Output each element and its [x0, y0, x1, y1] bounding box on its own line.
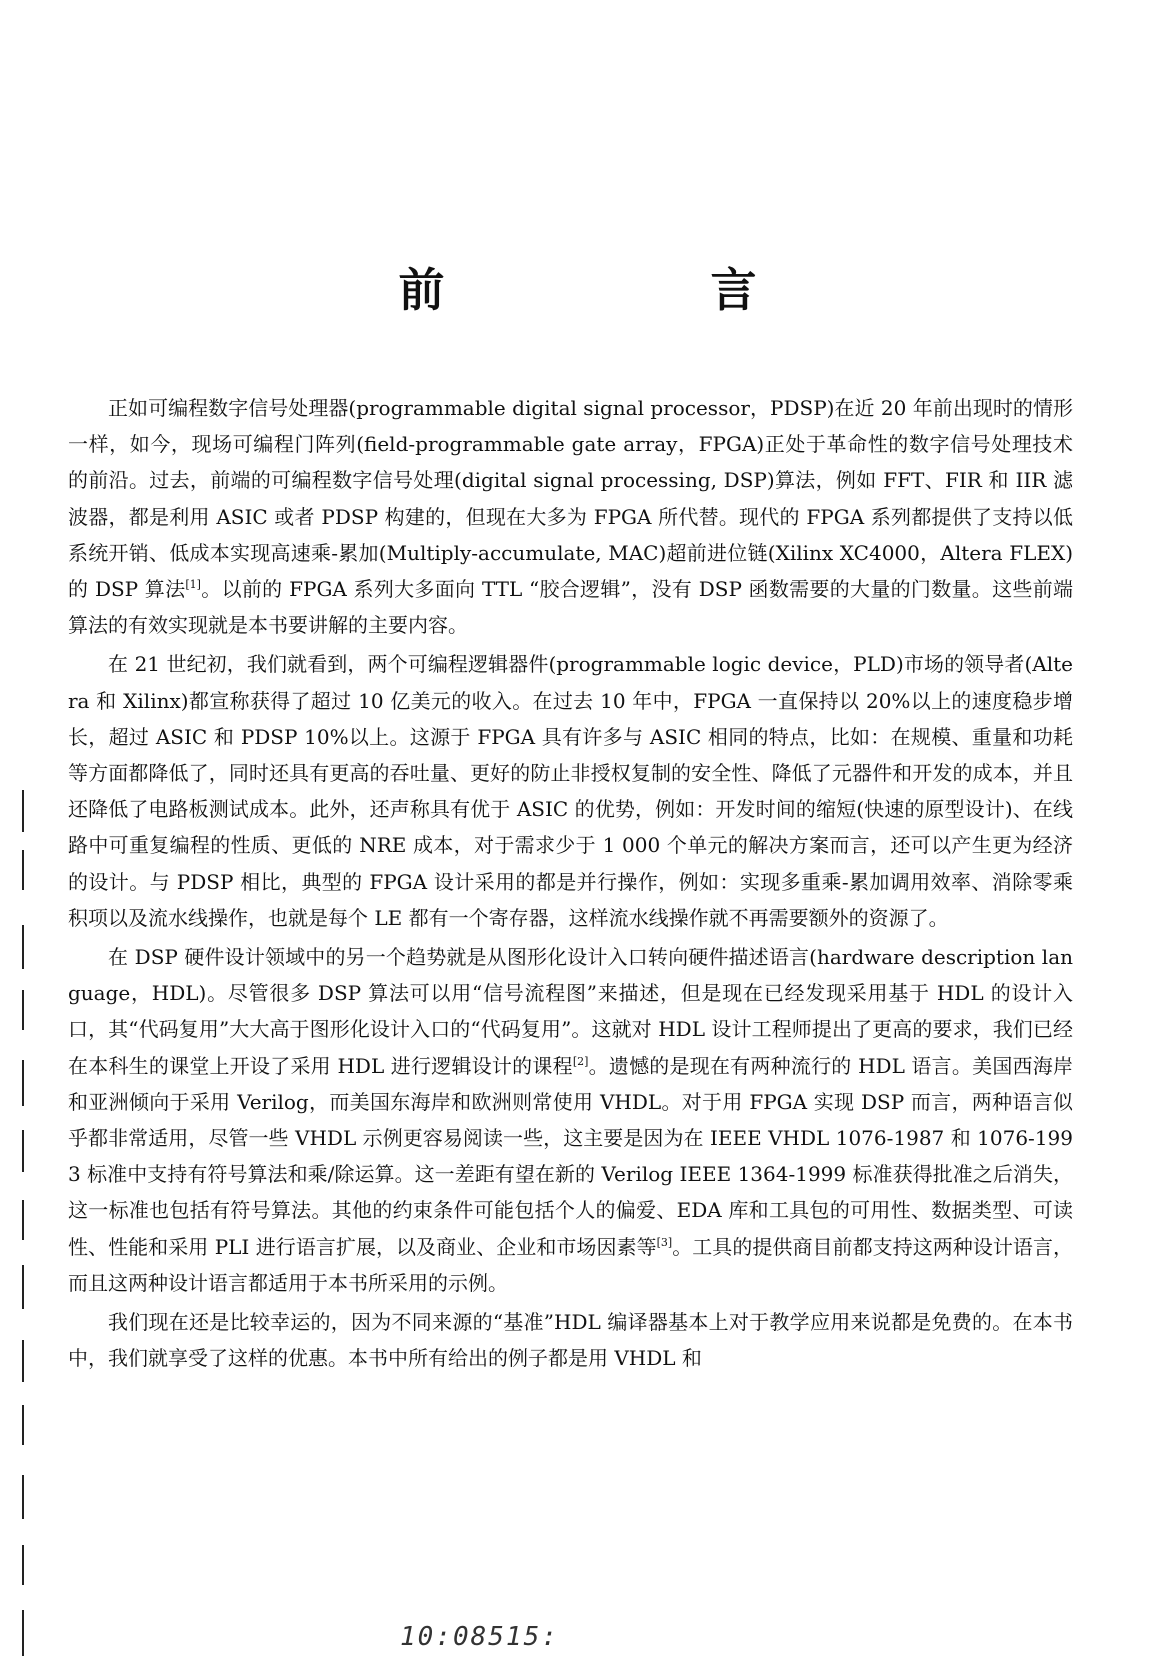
paragraph: [68, 939, 1073, 1301]
binding-edge-mark: [22, 1130, 24, 1172]
paragraph-text: 我们现在还是比较幸运的，因为不同来源的“基准”HDL 编译器基本上对于教学应用来说都是免费的。在本书中，我们就享受了这样的优惠。本书中所有给出的例子都是用 VHDL 和: [68, 1310, 1073, 1371]
body-text: [68, 390, 1073, 1379]
binding-edge-mark: [22, 790, 24, 832]
binding-edge-mark: [22, 1265, 24, 1309]
binding-edge-mark: [22, 1545, 24, 1585]
binding-edge-mark: [22, 1610, 24, 1656]
binding-edge-mark: [22, 990, 24, 1030]
paragraph-text: 。工具的提供商目前都支持这两种设计语言，而且这两种设计语言都适用于本书所采用的示例。: [68, 1234, 1074, 1295]
citation-ref: [2]: [572, 1054, 589, 1068]
paragraph: [68, 390, 1073, 643]
paragraph-text: 。以前的 FPGA 系列大多面向 TTL “胶合逻辑”，没有 DSP 函数需要的大量的门数量。这些前端算法的有效实现就是本书要讲解的主要内容。: [68, 577, 1073, 638]
paragraph: [68, 1304, 1073, 1376]
binding-edge-mark: [22, 1340, 24, 1382]
paragraph: [68, 646, 1073, 936]
citation-ref: [1]: [185, 578, 201, 592]
binding-edge-mark: [22, 1060, 24, 1106]
binding-edge-mark: [22, 850, 24, 890]
paragraph-text: 。遗憾的是现在有两种流行的 HDL 语言。美国西海岸和亚洲倾向于采用 Verilog，而美国东海岸和欧洲则常使用 VHDL。对于用 FPGA 实现 DSP 而言，两种语言似乎都非常适用，尽管一些 VHDL 示例更容易阅读一些，这主要是因为在 IEEE VHDL 1076-1987 和 1076-1993 标准中支持有符号算法和乘/除运算。这一差距有望在新的 Verilog IEEE 1364-1999 标准获得批准之后消失，这一标准也包括有符号算法。其他的约束条件可能包括个人的偏爱、EDA 库和工具包的可用性、数据类型、可读性、性能和采用 PLI 进行语言扩展，以及商业、企业和市场因素等: [68, 1053, 1073, 1259]
binding-edge-mark: [22, 1475, 24, 1519]
page-title: 前 言: [398, 263, 867, 317]
paragraph-text: 在 21 世纪初，我们就看到，两个可编程逻辑器件(programmable logic device，PLD)市场的领导者(Altera 和 Xilinx)都宣称获得了超过 10 亿美元的收入。在过去 10 年中，FPGA 一直保持以 20%以上的速度稳步增长，超过 ASIC 和 PDSP 10%以上。这源于 FPGA 具有许多与 ASIC 相同的特点，比如：在规模、重量和功耗等方面都降低了，同时还具有更高的吞吐量、更好的防止非授权复制的安全性、降低了元器件和开发的成本，并且还降低了电路板测试成本。此外，还声称具有优于 ASIC 的优势，例如：开发时间的缩短(快速的原型设计)、在线路中可重复编程的性质、更低的 NRE 成本，对于需求少于 1 000 个单元的解决方案而言，还可以产生更为经济的设计。与 PDSP 相比，典型的 FPGA 设计采用的都是并行操作，例如：实现多重乘-累加调用效率、消除零乘积项以及流水线操作，也就是每个 LE 都有一个寄存器，这样流水线操作就不再需要额外的资源了。: [68, 652, 1073, 930]
citation-ref: [3]: [656, 1235, 673, 1249]
paragraph-text: 在 DSP 硬件设计领域中的另一个趋势就是从图形化设计入口转向硬件描述语言(hardware description language，HDL)。尽管很多 DSP 算法可以用“信号流程图”来描述，但是现在已经发现采用基于 HDL 的设计入口，其“代码复用”大大高于图形化设计入口的“代码复用”。这就对 HDL 设计工程师提出了更高的要求，我们已经在本科生的课堂上开设了采用 HDL 进行逻辑设计的课程: [68, 945, 1073, 1078]
handwritten-note: 10:08515:: [400, 1622, 559, 1652]
binding-edge-mark: [22, 925, 24, 969]
binding-edge-mark: [22, 1200, 24, 1240]
paragraph-text: 正如可编程数字信号处理器(programmable digital signal processor，PDSP)在近 20 年前出现时的情形一样，如今，现场可编程门阵列(field-programmable gate array，FPGA)正处于革命性的数字信号处理技术的前沿。过去，前端的可编程数字信号处理(digital signal processing, DSP)算法，例如 FFT、FIR 和 IIR 滤波器，都是利用 ASIC 或者 PDSP 构建的，但现在大多为 FPGA 所代替。现代的 FPGA 系列都提供了支持以低系统开销、低成本实现高速乘-累加(Multiply-accumulate, MAC)超前进位链(Xilinx XC4000，Altera FLEX)的 DSP 算法: [68, 396, 1073, 602]
binding-edge-mark: [22, 1405, 24, 1445]
